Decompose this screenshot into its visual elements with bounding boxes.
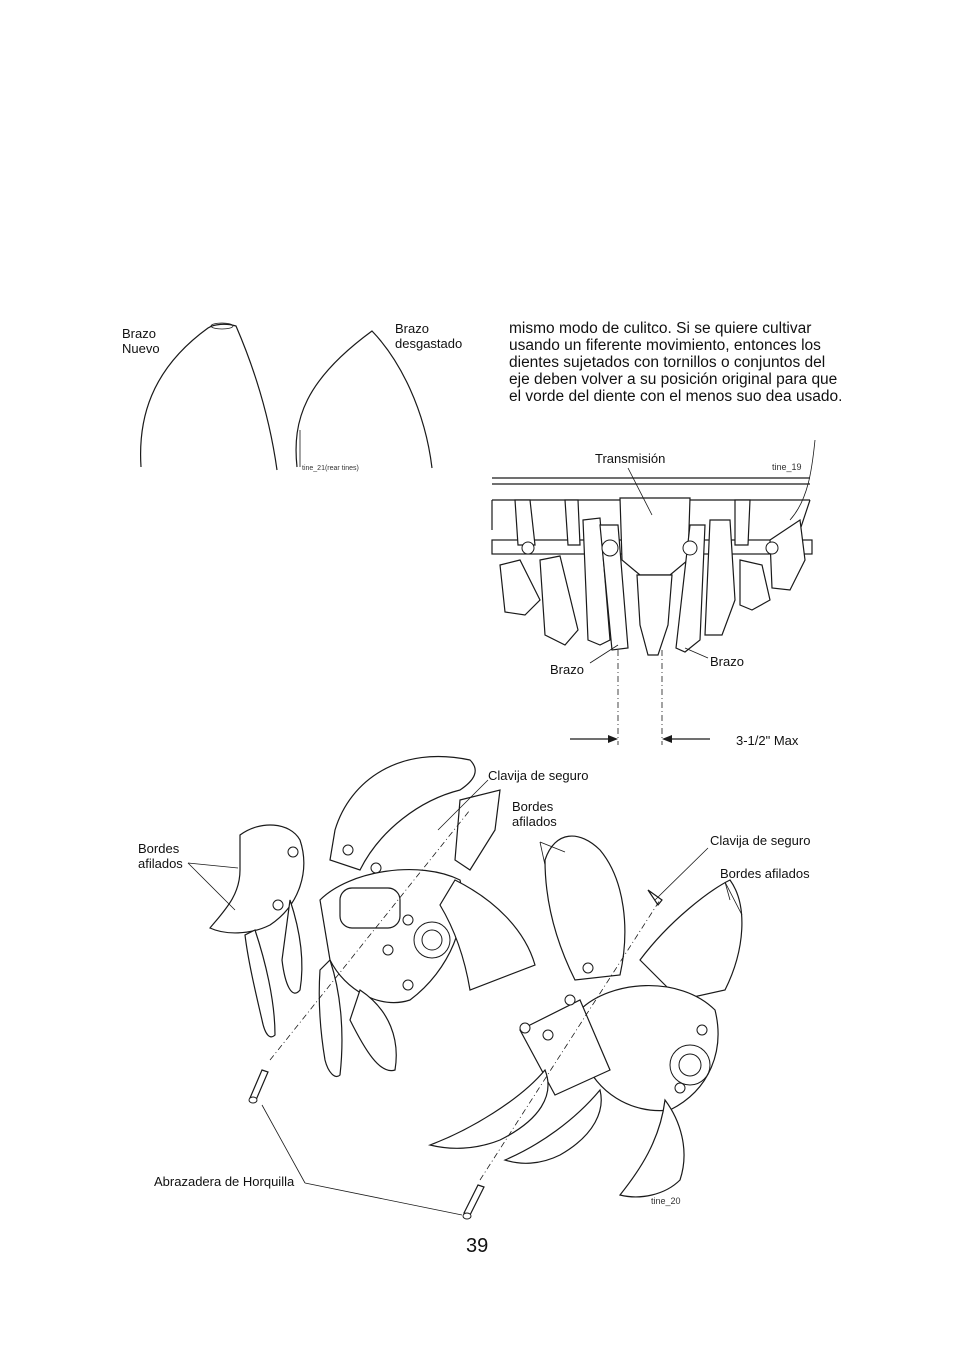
label-arm-left: Brazo [550, 662, 584, 677]
label-sharp-edges-center-line1: Bordes [512, 799, 554, 814]
label-worn-tine [395, 321, 462, 351]
label-lock-pin-top: Clavija de seguro [488, 768, 589, 783]
label-max-spacing: 3-1/2" Max [736, 733, 799, 748]
figure-id-tine-20: tine_20 [651, 1196, 681, 1206]
worn-tine-outline [296, 331, 432, 468]
figure-id-tine-21: tine_21(rear tines) [302, 465, 359, 472]
new-tine-outline [141, 323, 277, 470]
label-sharp-edges-right: Bordes afilados [720, 866, 810, 881]
label-sharp-edges-left-line2: afilados [138, 856, 183, 871]
label-worn-tine-line1: Brazo [395, 321, 429, 336]
label-sharp-edges-left-line1: Bordes [138, 841, 180, 856]
label-sharp-edges-left [138, 841, 183, 871]
label-new-tine-line2: Nuevo [122, 341, 160, 356]
label-sharp-edges-center [512, 799, 557, 829]
label-new-tine-line1: Brazo [122, 326, 156, 341]
tine-assembly-right [430, 836, 742, 1197]
label-hairpin-clamp: Abrazadera de Horquilla [154, 1174, 295, 1189]
label-worn-tine-line2: desgastado [395, 336, 463, 351]
label-lock-pin-right: Clavija de seguro [710, 833, 811, 848]
label-sharp-edges-center-line2: afilados [512, 814, 557, 829]
tine-assembly-left [210, 756, 535, 1076]
transmission-diagram [492, 440, 815, 745]
label-arm-right: Brazo [710, 654, 744, 669]
label-transmission: Transmisión [595, 451, 666, 466]
page-number: 39 [466, 1235, 489, 1257]
body-paragraph: mismo modo de culitco. Si se quiere cultivar usando un fiferente movimiento, entonces los dientes sujetados con tornillos o conjuntos del eje deben volver a su posición original para que el vorde del diente con el menos suo dea usado. [509, 320, 843, 405]
label-new-tine [122, 326, 160, 356]
figure-id-tine-19: tine_19 [772, 462, 802, 472]
